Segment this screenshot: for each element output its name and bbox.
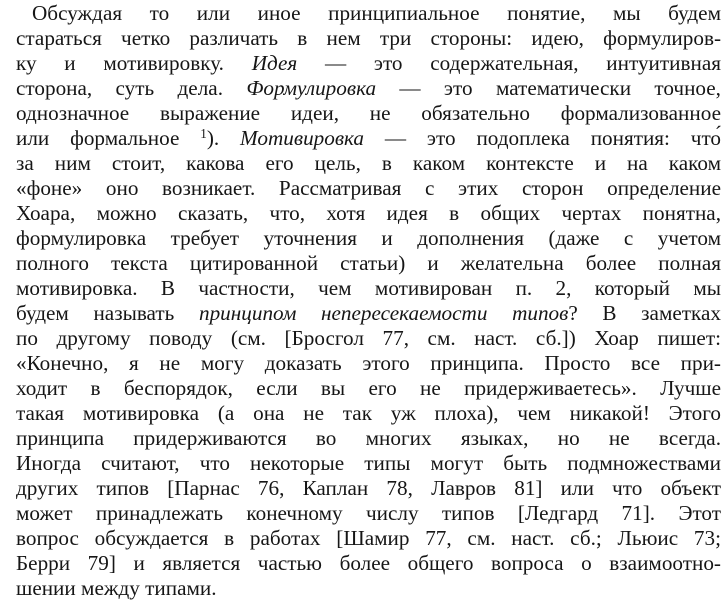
text-line: будем называть принципом непересекаемости типов? В заметках <box>16 301 721 325</box>
text-line: может принадлежать конечному числу типов [Ледгард 71]. Этот <box>16 501 721 525</box>
text-line: мотивировка. В частности, чем мотивирован п. 2, который мы <box>16 276 721 300</box>
text-line: Хоара, можно сказать, что, хотя идея в общих чертах понятна, <box>16 201 721 225</box>
text-line: ходит в беспорядок, если вы его не придерживаетесь». Лучше <box>16 376 721 400</box>
text-line: «Конечно, я не могу доказать этого принципа. Просто все при- <box>16 351 721 375</box>
text-line: сторона, суть дела. Формулировка — это математически точное, <box>16 76 721 100</box>
term-idea: Идея <box>251 51 298 75</box>
term-motivation: Мотивировка <box>240 126 365 150</box>
text-line: формулировка требует уточнения и дополнения (даже с учетом <box>16 226 721 250</box>
term-type-disjointness: принципом непересекаемости типов <box>198 301 569 325</box>
text-line: или формальное $^1$). Мотивировка — это подоплека понятия: что́ <box>16 125 722 150</box>
text-line: «фоне» оно возникает. Рассматривая с этих сторон определение <box>16 176 721 200</box>
text-line: за ним стоит, какова его цель, в каком контексте и на каком <box>16 151 721 175</box>
text-line: стараться четко различать в нем три стороны: идею, формулиров- <box>16 26 721 50</box>
text-line: однозначное выражение идеи, не обязательно формализованное <box>16 101 721 125</box>
footnote-ref: 1 <box>200 125 207 141</box>
text-line: других типов [Парнас 76, Каплан 78, Лавров 81] или что объект <box>16 476 721 500</box>
text-line: полного текста цитированной статьи) и желательна более полная <box>16 251 721 275</box>
text-line: Обсуждая то или иное принципиальное понятие, мы будем <box>32 1 721 25</box>
text-line: Берри 79] и является частью более общего вопроса о взаимоотно- <box>16 551 721 575</box>
term-formulation: Формулировка <box>246 76 377 100</box>
text-line: вопрос обсуждается в работах [Шамир 77, см. наст. сб.; Льюис 73; <box>16 526 721 550</box>
text-line: шении между типами. <box>16 576 217 600</box>
text-line: принципа придерживаются во многих языках, но не всегда. <box>16 426 721 450</box>
text-line: такая мотивировка (а она не так уж плоха), чем никакой! Этого <box>16 401 721 425</box>
text-line: по другому поводу (см. [Бросгол 77, см. наст. сб.]) Хоар пишет: <box>16 326 721 350</box>
text-line: Иногда считают, что некоторые типы могут быть подмножествами <box>16 451 721 475</box>
text-line: ку и мотивировку. Идея — это содержательная, интуитивная <box>16 51 721 75</box>
